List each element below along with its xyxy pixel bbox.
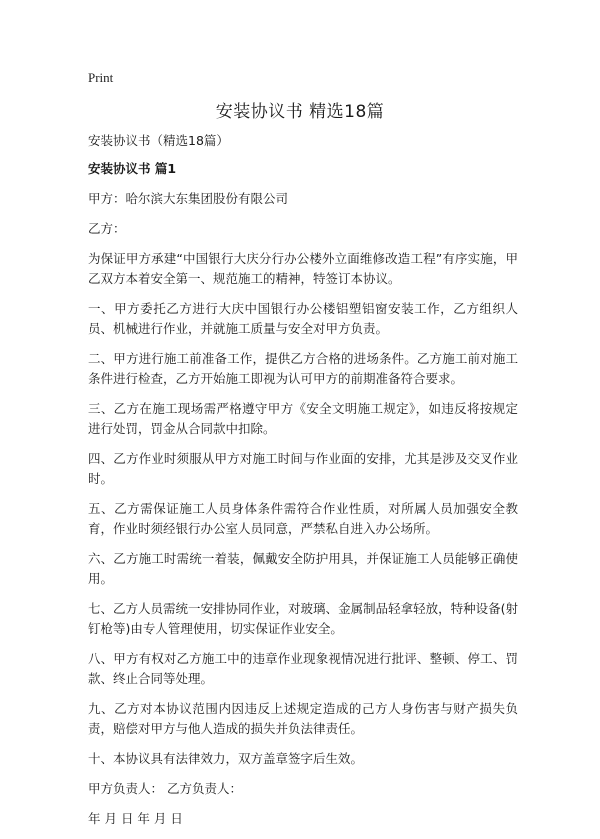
section-title: 安装协议书 篇1 <box>88 161 177 176</box>
party-b-line: 乙方： <box>88 221 126 236</box>
agreement-paragraph: 为保证甲方承建“中国银行大庆分行办公楼外立面维修改造工程”有序实施，甲乙双方本着安全第一、规范施工的精神，特签订本协议。 <box>88 251 518 286</box>
agreement-paragraph: 二、甲方进行施工前准备工作，提供乙方合格的进场条件。乙方施工前对施工条件进行检查，乙方开始施工即视为认可甲方的前期准备符合要求。 <box>88 351 518 386</box>
agreement-paragraph: 六、乙方施工时需统一着装，佩戴安全防护用具，并保证施工人员能够正确使用。 <box>88 551 518 586</box>
print-link[interactable]: Print <box>88 70 114 85</box>
agreement-paragraph: 八、甲方有权对乙方施工中的违章作业现象视情况进行批评、整顿、停工、罚款、终止合同等处理。 <box>88 651 518 686</box>
agreement-paragraph: 五、乙方需保证施工人员身体条件需符合作业性质，对所属人员加强安全教育，作业时须经银行办公室人员同意，严禁私自进入办公场所。 <box>88 501 518 536</box>
agreement-paragraph: 七、乙方人员需统一安排协同作业，对玻璃、金属制品轻拿轻放，特种设备(射钉枪等)由专人管理使用，切实保证作业安全。 <box>88 601 518 636</box>
signature-line: 甲方负责人： 乙方负责人： <box>88 781 242 796</box>
party-a-line: 甲方：哈尔滨大东集团股份有限公司 <box>88 191 289 206</box>
document-body <box>88 131 518 839</box>
date-line: 年 月 日 年 月 日 <box>88 811 183 826</box>
page-title: 安装协议书 精选18篇 <box>215 102 385 122</box>
agreement-paragraph: 三、乙方在施工现场需严格遵守甲方《安全文明施工规定》，如违反将按规定进行处罚，罚金从合同款中扣除。 <box>88 401 518 436</box>
agreement-paragraph: 九、乙方对本协议范围内因违反上述规定造成的己方人身伤害与财产损失负责，赔偿对甲方与他人造成的损失并负法律责任。 <box>88 701 518 736</box>
agreement-paragraph: 四、乙方作业时须服从甲方对施工时间与作业面的安排，尤其是涉及交叉作业时。 <box>88 451 518 486</box>
agreement-paragraph: 一、甲方委托乙方进行大庆中国银行办公楼铝塑铝窗安装工作，乙方组织人员、机械进行作业，并就施工质量与安全对甲方负责。 <box>88 301 518 336</box>
document-subtitle: 安装协议书（精选18篇） <box>88 133 229 148</box>
agreement-paragraph: 十、本协议具有法律效力，双方盖章签字后生效。 <box>88 751 364 766</box>
